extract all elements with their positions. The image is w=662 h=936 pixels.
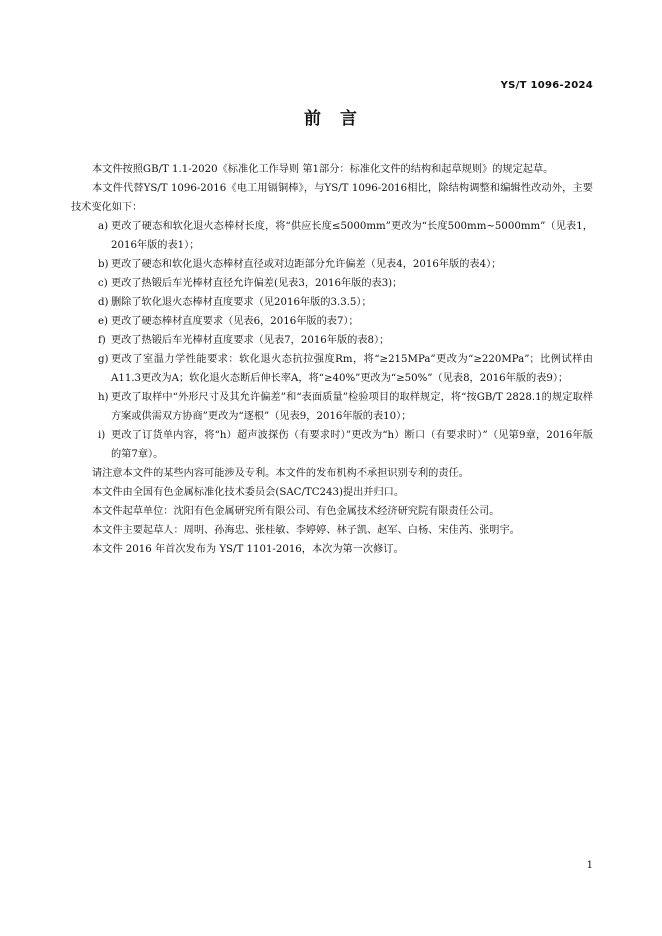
list-item-text: 更改了热锻后车光棒材直径允许偏差(见表3，2016年版的表3)； [111,278,403,289]
list-item-letter: f) [98,335,106,346]
list-item [71,388,593,426]
paragraph-drafting-rules: 本文件按照GB/T 1.1-2020《标准化工作导则 第1部分：标准化文件的结构和起草规则》的规定起草。 [92,164,554,175]
page-number: 1 [586,860,593,871]
list-item-letter: e) [98,316,109,327]
list-item-text: 更改了硬态和软化退火态棒材直径或对边距部分允许偏差（见表4，2016年版的表4）； [111,259,502,270]
list-item-letter: a) [98,221,109,232]
list-item [71,331,593,350]
list-item-letter: h) [98,392,109,403]
list-item-text: 更改了取样中“外形尺寸及其允许偏差”和“表面质量”检验项目的取样规定，将“按GB/T 2828.1的规定取样方案或供需双方协商”更改为“逐根”（见表9，2016年版的表10）； [111,392,593,422]
list-item-letter: d) [98,297,109,308]
list-item-letter: b) [98,259,109,270]
list-item [71,293,593,312]
list-item [71,426,593,464]
paragraph-drafting-units: 本文件起草单位：沈阳有色金属研究所有限公司、有色金属技术经济研究院有限责任公司。 [92,506,500,517]
list-item-letter: g) [98,354,109,365]
list-item-text: 更改了订货单内容，将“h）超声波探伤（有要求时）”更改为“h）断口（有要求时）”（见第9章，2016年版的第7章）。 [111,430,593,460]
list-item-text: 删除了软化退火态棒材直度要求（见2016年版的3.3.5）； [111,297,372,308]
foreword-body [71,160,593,559]
list-item-text: 更改了室温力学性能要求：软化退火态抗拉强度Rm，将“≥215MPa”更改为“≥220MPa”；比例试样由A11.3更改为A；软化退火态断后伸长率A，将“≥40%”更改为“≥50%”（见表8，2016年版的表9）； [111,354,593,384]
technical-changes-list [71,217,593,464]
list-item [71,350,593,388]
list-item-letter: c) [98,278,108,289]
list-item [71,217,593,255]
paragraph-drafters: 本文件主要起草人：周明、孙海忠、张桂敏、李婷婷、林子凯、赵军、白杨、宋佳芮、张明宇。 [92,525,520,536]
list-item-text: 更改了热锻后车光棒材直度要求（见表7，2016年版的表8）； [111,335,390,346]
paragraph-patent-note: 请注意本文件的某些内容可能涉及专利。本文件的发布机构不承担识别专利的责任。 [92,468,469,479]
list-item-text: 更改了硬态棒材直度要求（见表6，2016年版的表7）； [111,316,359,327]
list-item [71,312,593,331]
paragraph-proposer: 本文件由全国有色金属标准化技术委员会(SAC/TC243)提出并归口。 [92,487,405,498]
list-item-letter: i) [98,430,106,441]
paragraph-history: 本文件 2016 年首次发布为 YS/T 1101-2016，本次为第一次修订。 [92,544,404,555]
paragraph-replacement: 本文件代替YS/T 1096-2016《电工用镉铜棒》，与YS/T 1096-2016相比，除结构调整和编辑性改动外，主要技术变化如下： [71,183,593,213]
page-title: 前 言 [304,109,358,129]
list-item [71,274,593,293]
list-item [71,255,593,274]
standard-number: YS/T 1096-2024 [500,80,593,91]
list-item-text: 更改了硬态和软化退火态棒材长度，将“供应长度≤5000mm”更改为“长度500mm~5000mm”（见表1，2016年版的表1）； [111,221,593,251]
